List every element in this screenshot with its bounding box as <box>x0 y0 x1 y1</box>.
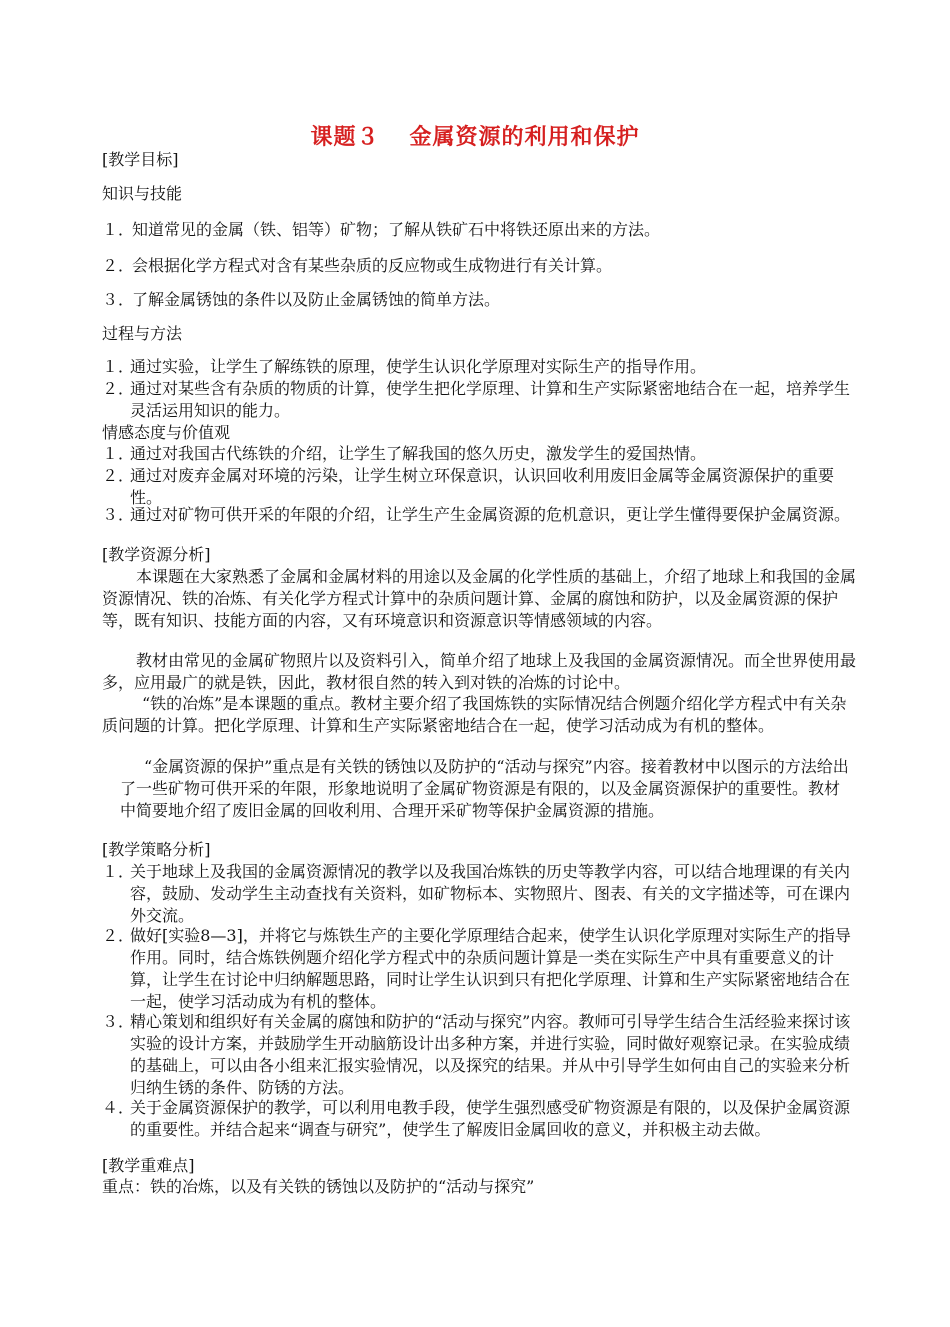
page-title <box>0 120 950 151</box>
attitude-item: 通过对废弃金属对环境的污染，让学生树立环保意识，认识回收利用废旧金属等金属资源保护的重要性。 <box>130 466 835 507</box>
attitude-item: 通过对我国古代练铁的介绍，让学生了解我国的悠久历史，激发学生的爱国热情。 <box>130 444 707 463</box>
knowledge-item: 知道常见的金属（铁、铝等）矿物；了解从铁矿石中将铁还原出来的方法。 <box>132 220 661 239</box>
list-number: ２． <box>102 926 135 945</box>
strategy-item: 关于金属资源保护的教学，可以利用电教手段，使学生强烈感受矿物资源是有限的，以及保护金属资源的重要性。并结合起来“调查与研究”，使学生了解废旧金属回收的意义，并积极主动去做。 <box>130 1098 851 1139</box>
process-item: 通过实验，让学生了解练铁的原理，使学生认识化学原理对实际生产的指导作用。 <box>130 357 707 376</box>
list-number: １． <box>102 862 135 881</box>
title-number: 课题３ <box>310 125 380 150</box>
list-number: ２． <box>102 466 135 485</box>
knowledge-item: 会根据化学方程式对含有某些杂质的反应物或生成物进行有关计算。 <box>132 256 613 275</box>
attitude-item: 通过对矿物可供开采的年限的介绍，让学生产生金属资源的危机意识，更让学生懂得要保护金属资源。 <box>130 505 851 524</box>
list-number: ３． <box>102 290 135 309</box>
attitude-header: 情感态度与价值观 <box>102 423 231 442</box>
knowledge-header: 知识与技能 <box>102 184 183 203</box>
strategy-item: 关于地球上及我国的金属资源情况的教学以及我国冶炼铁的历史等教学内容，可以结合地理课的有关内容，鼓励、发动学生主动查找有关资料，如矿物标本、实物照片、图表、有关的文字描述等，可在课内外交流。 <box>130 862 851 925</box>
list-number: ３． <box>102 505 135 524</box>
key-point: 重点：铁的冶炼，以及有关铁的锈蚀以及防护的“活动与探究” <box>102 1177 535 1196</box>
resource-paragraph: 教材由常见的金属矿物照片以及资料引入，简单介绍了地球上及我国的金属资源情况。而全世界使用最多，应用最广的就是铁，因此，教材很自然的转入到对铁的冶炼的讨论中。 <box>102 651 857 692</box>
list-number: １． <box>102 444 135 463</box>
list-number: ２． <box>102 379 135 398</box>
knowledge-item: 了解金属锈蚀的条件以及防止金属锈蚀的简单方法。 <box>132 290 501 309</box>
list-number: １． <box>102 357 135 376</box>
resource-header: [教学资源分析] <box>102 545 211 564</box>
process-header: 过程与方法 <box>102 324 183 343</box>
list-number: ２． <box>102 256 135 275</box>
resource-paragraph: “金属资源的保护”重点是有关铁的锈蚀以及防护的“活动与探究”内容。接着教材中以图示的方法给出了一些矿物可供开采的年限，形象地说明了金属矿物资源是有限的，以及金属资源保护的重要性。教材中简要地介绍了废旧金属的回收利用、合理开采矿物等保护金属资源的措施。 <box>120 757 849 820</box>
strategy-item: 精心策划和组织好有关金属的腐蚀和防护的“活动与探究”内容。教师可引导学生结合生活经验来探讨该实验的设计方案，并鼓励学生开动脑筋设计出多种方案，并进行实验，同时做好观察记录。在实验成绩的基础上，可以由各小组来汇报实验情况，以及探究的结果。并从中引导学生如何由自己的实验来分析归纳生锈的条件、防锈的方法。 <box>130 1012 851 1097</box>
objectives-header: [教学目标] <box>102 150 179 169</box>
list-number: ３． <box>102 1012 135 1031</box>
title-name: 金属资源的利用和保护 <box>409 125 640 150</box>
strategy-item: 做好[实验8—3]，并将它与炼铁生产的主要化学原理结合起来，使学生认识化学原理对实际生产的指导作用。同时，结合炼铁例题介绍化学方程式中的杂质问题计算是一类在实际生产中具有重要意义的计算，让学生在讨论中归纳解题思路，同时让学生认识到只有把化学原理、计算和生产实际紧密地结合在一起，使学习活动成为有机的整体。 <box>130 926 851 1011</box>
strategy-header: [教学策略分析] <box>102 840 211 859</box>
list-number: ４． <box>102 1098 135 1117</box>
resource-paragraph: “铁的冶炼”是本课题的重点。教材主要介绍了我国炼铁的实际情况结合例题介绍化学方程式中有关杂质问题的计算。把化学原理、计算和生产实际紧密地结合在一起，使学习活动成为有机的整体。 <box>102 694 847 735</box>
key-header: [教学重难点] <box>102 1156 195 1175</box>
process-item: 通过对某些含有杂质的物质的计算，使学生把化学原理、计算和生产实际紧密地结合在一起，培养学生灵活运用知识的能力。 <box>130 379 851 420</box>
list-number: １． <box>102 220 135 239</box>
resource-paragraph: 本课题在大家熟悉了金属和金属材料的用途以及金属的化学性质的基础上，介绍了地球上和我国的金属资源情况、铁的冶炼、有关化学方程式计算中的杂质问题计算、金属的腐蚀和防护，以及金属资源的保护等，既有知识、技能方面的内容，又有环境意识和资源意识等情感领域的内容。 <box>102 567 857 630</box>
